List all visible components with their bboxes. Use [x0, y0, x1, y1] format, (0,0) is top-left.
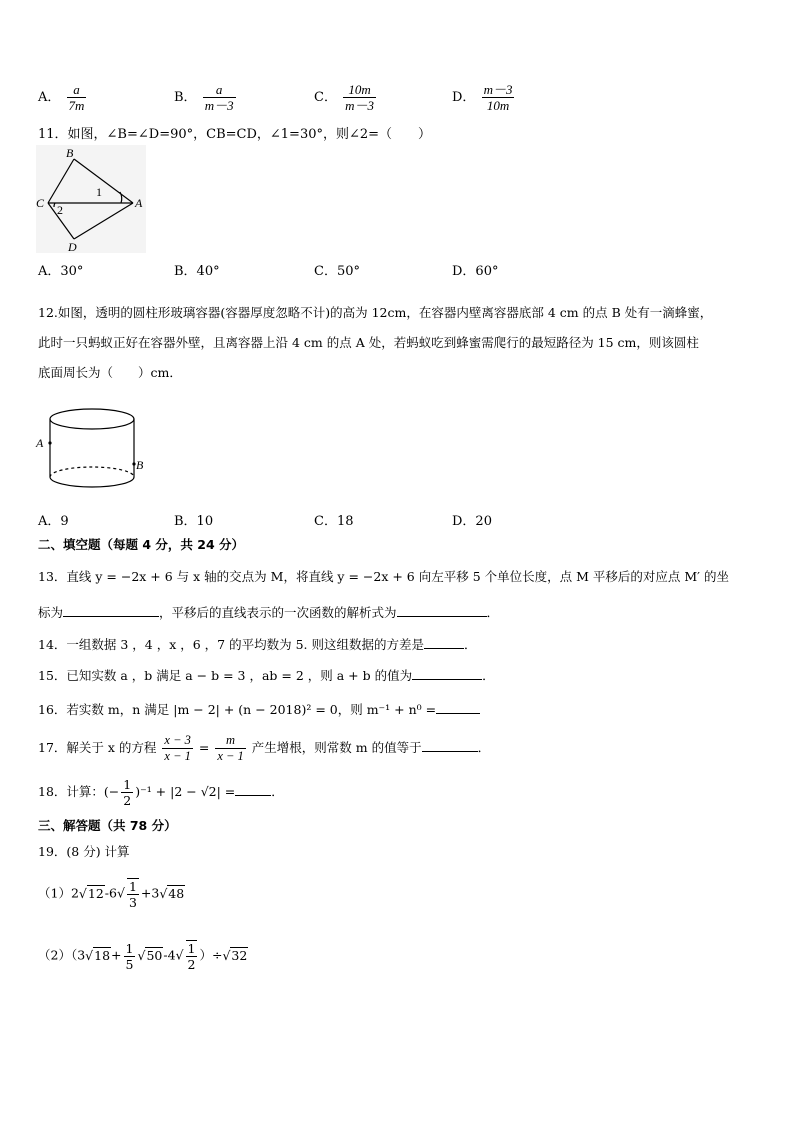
q19-title: 19．(8 分) 计算: [38, 844, 130, 859]
fraction-right: $\frac{m}{x - 1}$: [217, 733, 244, 763]
answer-blank: [63, 604, 159, 617]
q12-option-b: B．10: [174, 514, 214, 529]
q12-line-2: 此时一只蚂蚁正好在容器外壁，且离容器上沿 4 cm 的点 A 处，若蚂蚁吃到蜂蜜需爬行的最短路径为 15 cm，则该圆柱: [38, 335, 699, 350]
q10-options: [38, 80, 558, 116]
q19-part-1: （1）2√12-6√ $\frac{1}{3}$ +3√48: [38, 879, 185, 910]
q11-figure: [36, 145, 146, 253]
label-a: A: [135, 196, 143, 210]
q14-question: 14．一组数据 3 ，4 ，x ，6 ，7 的平均数为 5. 则这组数据的方差是 ．: [38, 637, 477, 652]
sqrt: √12: [78, 885, 104, 901]
q19-part-2: （2）（3√18+ $\frac{1}{5}$ √50-4√ $\frac{1}{2}$ ）÷√32: [38, 940, 248, 972]
answer-blank: [412, 667, 482, 680]
q17-question: 17．解关于 x 的方程 $\frac{x - 3}{x - 1}$ = $\frac{m}{x - 1}$ 产生增根，则常数 m 的值等于 ．: [38, 733, 491, 763]
sqrt: √ $\frac{1}{3}$: [116, 879, 137, 910]
sqrt: √50: [137, 947, 163, 963]
q11-option-a: A．30°: [38, 264, 84, 279]
fraction: $\frac{a}{7m}$: [68, 82, 85, 113]
q12-cylinder-figure: [34, 405, 150, 497]
label-b: B: [66, 146, 74, 160]
q11-question: 11．如图，∠B=∠D=90°，CB=CD，∠1=30°，则∠2=（ ）: [38, 127, 432, 142]
answer-blank: [422, 739, 478, 752]
q15-question: 15．已知实数 a ，b 满足 a − b = 3 ，ab = 2 ，则 a + b 的值为 ．: [38, 668, 495, 683]
sqrt: √32: [222, 947, 248, 963]
label-angle-2: 2: [57, 203, 63, 217]
q13-line-2: 标为 ，平移后的直线表示的一次函数的解析式为 ．: [38, 605, 500, 620]
fraction: $\frac{10m}{m-3}$: [345, 82, 374, 113]
q11-option-c: C．50°: [314, 264, 360, 279]
q11-options: [38, 260, 558, 278]
q12-option-c: C．18: [314, 514, 354, 529]
answer-blank: [235, 783, 271, 796]
fraction: $\frac{1}{2}$: [123, 777, 132, 808]
label-b: B: [136, 458, 144, 472]
q12-line-1: 12.如图，透明的圆柱形玻璃容器(容器厚度忽略不计)的高为 12cm，在容器内壁离容器底部 4 cm 的点 B 处有一滴蜂蜜，: [38, 305, 713, 320]
label-a: A: [36, 436, 44, 450]
q10-option-c: C． $\frac{10m}{m-3}$: [314, 82, 374, 113]
q13-line-1: 13．直线 y = −2x + 6 与 x 轴的交点为 M，将直线 y = −2x + 6 向左平移 5 个单位长度，点 M 平移后的对应点 M′ 的坐: [38, 569, 729, 584]
section-2-heading: 二、填空题（每题 4 分，共 24 分）: [38, 537, 245, 552]
answer-blank: [424, 636, 464, 649]
label-angle-1: 1: [96, 185, 102, 199]
q11-option-d: D．60°: [452, 264, 499, 279]
fraction-left: $\frac{x - 3}{x - 1}$: [164, 733, 191, 763]
q12-option-d: D．20: [452, 514, 492, 529]
q18-question: 18．计算：(− $\frac{1}{2}$ )⁻¹ + |2 − √2| = ．: [38, 777, 284, 808]
label-c: C: [36, 196, 45, 210]
q10-option-b: B． $\frac{a}{m-3}$: [174, 82, 234, 113]
fraction: $\frac{1}{5}$: [125, 940, 134, 972]
sqrt: √ $\frac{1}{2}$: [175, 941, 196, 972]
q10-option-d: D． $\frac{m-3}{10m}$: [452, 82, 513, 113]
q11-option-b: B．40°: [174, 264, 220, 279]
answer-blank: [397, 604, 487, 617]
q12-line-3: 底面周长为（ ）cm．: [38, 365, 182, 380]
q16-question: 16．若实数 m，n 满足 |m − 2| + (n − 2018)² = 0，则 m⁻¹ + n⁰ =: [38, 700, 480, 718]
section-3-heading: 三、解答题（共 78 分）: [38, 818, 177, 833]
label-d: D: [68, 240, 77, 253]
answer-blank: [436, 701, 480, 714]
q10-option-a: A． $\frac{a}{7m}$: [38, 82, 85, 113]
fraction: $\frac{m-3}{10m}$: [483, 82, 513, 113]
sqrt: √48: [159, 885, 185, 901]
point-a-marker: [48, 441, 51, 444]
q12-options: [38, 510, 558, 528]
q12-option-a: A．9: [38, 514, 69, 529]
fraction: $\frac{a}{m-3}$: [204, 82, 234, 113]
sqrt: √18: [85, 947, 111, 963]
